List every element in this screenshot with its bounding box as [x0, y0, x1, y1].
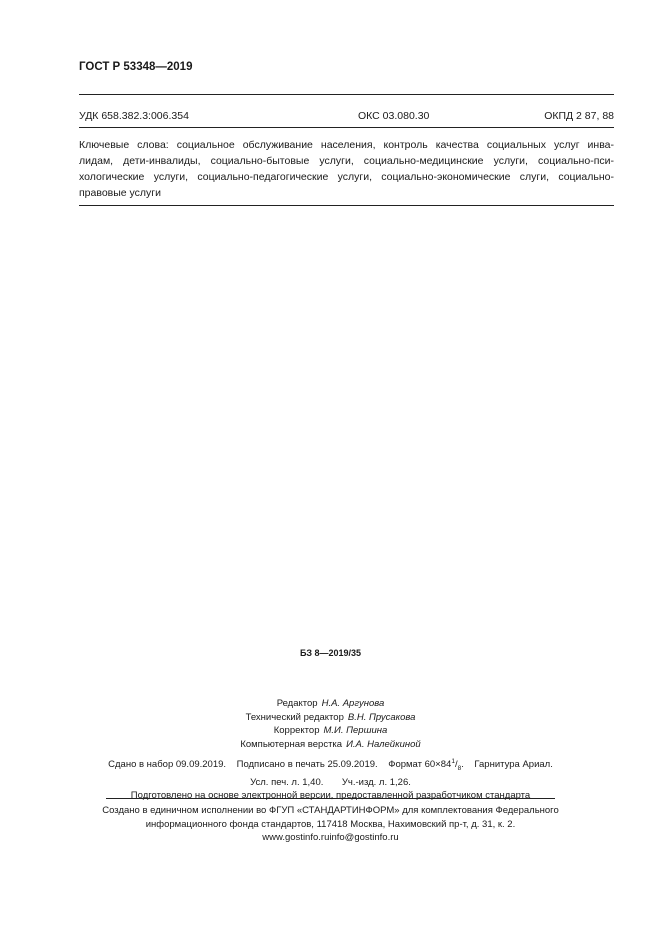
contacts: [0, 831, 661, 845]
top-divider: [79, 94, 614, 95]
print-line-2: Усл. печ. л. 1,40. Уч.-изд. л. 1,26.: [250, 776, 411, 788]
website-link[interactable]: www.gostinfo.ru: [262, 832, 330, 843]
print-line-1: Сдано в набор 09.09.2019. Подписано в печать 25.09.2019. Формат $60\times 84^1/_8$. Гарнитура Ариал.: [108, 758, 553, 773]
keywords-line: правовые услуги: [79, 187, 162, 199]
oks-code: ОКС 03.080.30: [358, 110, 430, 122]
creator-line-2: информационного фонда стандартов, 117418 Москва, Нахимовский пр-т, д. 31, к. 2.: [145, 818, 516, 830]
keywords-line: лидам, дети-инвалиды, социально-бытовые услуги, социально-медицинские услуги, социально-пси-: [79, 155, 614, 167]
standard-code: ГОСТ Р 53348—2019: [79, 61, 193, 73]
prepared-note: Подготовлено на основе электронной версии, предоставленной разработчиком стандарта: [130, 790, 531, 802]
creator-info: [0, 804, 661, 845]
credit-editor: Редактор Н.А. Аргунова: [276, 698, 385, 709]
udk-code: УДК 658.382.3:006.354: [79, 110, 189, 122]
okpd-code: ОКПД 2 87, 88: [544, 110, 614, 122]
bz-number: БЗ 8—2019/35: [299, 648, 362, 658]
credit-layout: Компьютерная верстка И.А. Налейкиной: [240, 738, 421, 750]
imprint-divider: [106, 798, 555, 799]
keywords-block: [79, 137, 614, 201]
creator-line-1: Создано в единичном исполнении во ФГУП «СТАНДАРТИНФОРМ» для комплектования Федерального: [102, 805, 559, 816]
credit-corrector: Корректор М.И. Першина: [273, 725, 388, 736]
email-link[interactable]: info@gostinfo.ru: [329, 832, 399, 843]
keywords-line: хологические услуги, социально-педагогические услуги, социально-экономические слуги, социально-: [79, 171, 614, 183]
keywords-divider: [79, 205, 614, 206]
credit-tech-editor: Технический редактор В.Н. Прусакова: [245, 711, 416, 723]
print-details: [0, 755, 661, 803]
classification-divider: [79, 127, 614, 128]
editorial-credits: [0, 697, 661, 751]
keywords-line: Ключевые слова: социальное обслуживание населения, контроль качества социальных услуг инва-: [79, 139, 614, 151]
